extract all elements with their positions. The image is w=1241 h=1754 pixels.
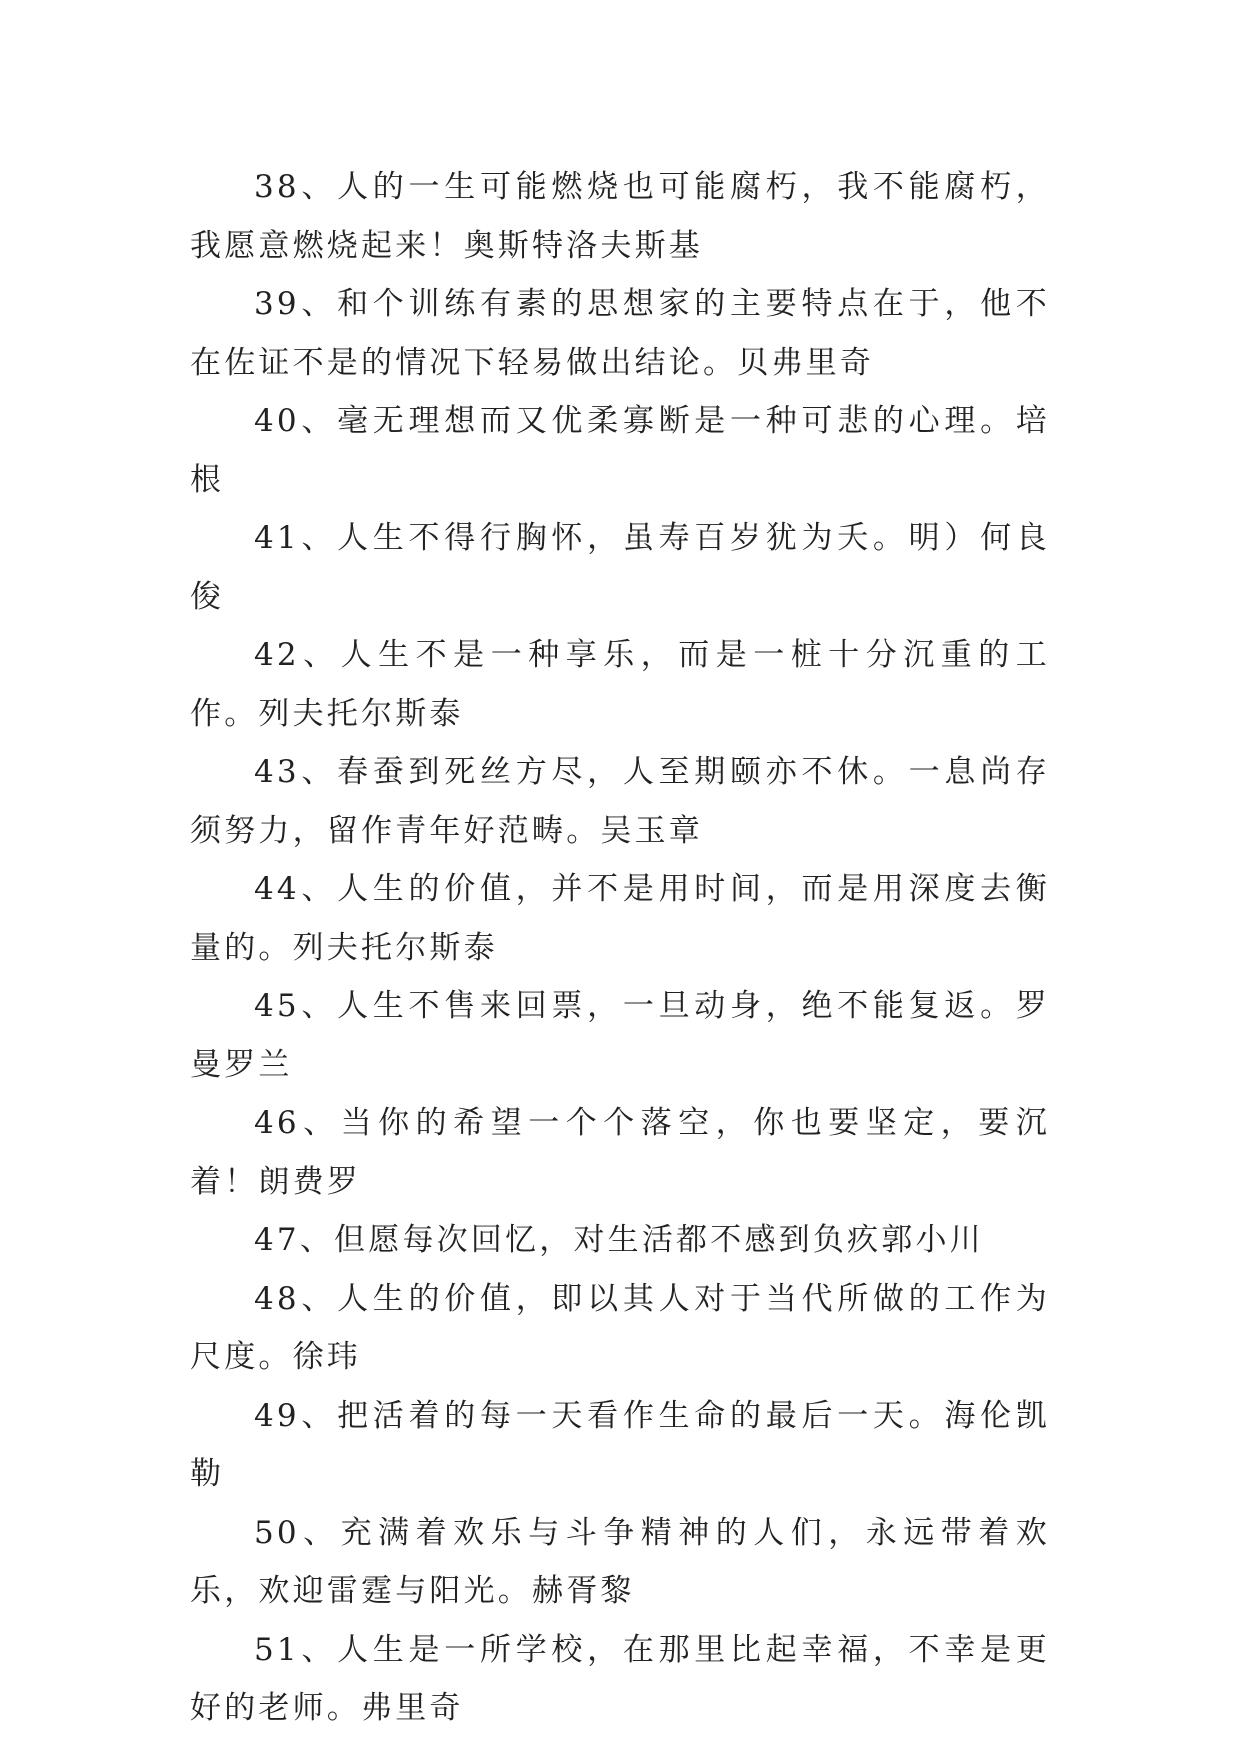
quote-paragraph-45: 45、人生不售来回票，一旦动身，绝不能复返。罗曼罗兰 [190, 988, 1050, 1083]
quote-paragraph-47: 47、但愿每次回忆，对生活都不感到负疚郭小川 [254, 1222, 984, 1258]
quote-paragraph-42: 42、人生不是一种享乐，而是一桩十分沉重的工作。列夫托尔斯泰 [190, 637, 1050, 732]
quote-paragraph-41: 41、人生不得行胸怀，虽寿百岁犹为夭。明）何良俊 [190, 520, 1050, 615]
quote-paragraph-44: 44、人生的价值，并不是用时间，而是用深度去衡量的。列夫托尔斯泰 [190, 871, 1050, 966]
quote-paragraph-48: 48、人生的价值，即以其人对于当代所做的工作为尺度。徐玮 [190, 1280, 1050, 1375]
quote-paragraph-38: 38、人的一生可能燃烧也可能腐朽，我不能腐朽，我愿意燃烧起来！奥斯特洛夫斯基 [190, 169, 1050, 264]
quote-paragraph-49: 49、把活着的每一天看作生命的最后一天。海伦凯勒 [190, 1397, 1050, 1492]
quote-paragraph-50: 50、充满着欢乐与斗争精神的人们，永远带着欢乐，欢迎雷霆与阳光。赫胥黎 [190, 1514, 1050, 1609]
quote-paragraph-39: 39、和个训练有素的思想家的主要特点在于，他不在佐证不是的情况下轻易做出结论。贝弗里奇 [190, 286, 1050, 381]
quote-paragraph-40: 40、毫无理想而又优柔寡断是一种可悲的心理。培根 [190, 403, 1050, 498]
quote-paragraph-43: 43、春蚕到死丝方尽，人至期颐亦不休。一息尚存须努力，留作青年好范畴。吴玉章 [190, 754, 1050, 849]
quote-paragraph-51: 51、人生是一所学校，在那里比起幸福，不幸是更好的老师。弗里奇 [190, 1631, 1050, 1726]
document-body [190, 158, 1050, 1738]
quote-paragraph-46: 46、当你的希望一个个落空，你也要坚定，要沉着！朗费罗 [190, 1105, 1050, 1200]
